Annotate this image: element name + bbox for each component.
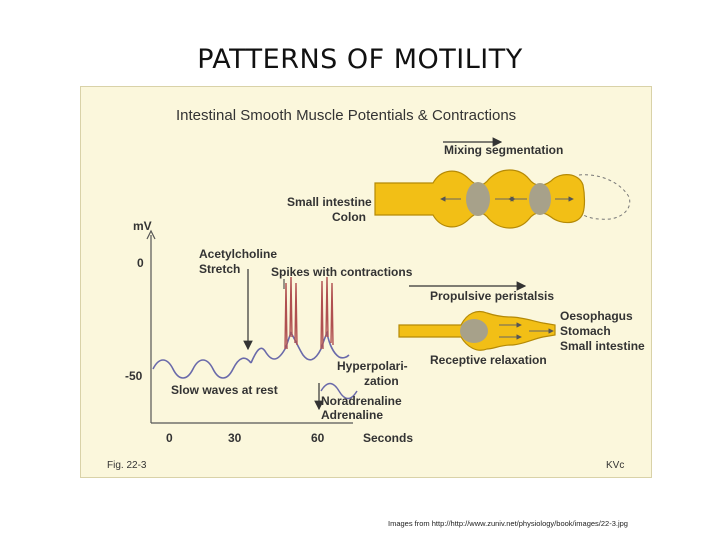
stretch-label: Stretch bbox=[199, 262, 241, 276]
bolus-shape bbox=[466, 182, 490, 216]
bolus-shape bbox=[460, 319, 488, 343]
small-intestine-organ-label: Small intestine bbox=[560, 339, 645, 353]
y-axis-unit: mV bbox=[133, 219, 152, 233]
stomach-label: Stomach bbox=[560, 324, 611, 338]
x-tick-30: 30 bbox=[228, 431, 242, 445]
action-potential-spikes bbox=[285, 277, 333, 349]
acetylcholine-label: Acetylcholine bbox=[199, 247, 278, 261]
x-tick-60: 60 bbox=[311, 431, 325, 445]
colon-label: Colon bbox=[332, 210, 366, 224]
adrenaline-label: Adrenaline bbox=[321, 408, 384, 422]
mixing-segmentation-label: Mixing segmentation bbox=[444, 143, 564, 157]
slow-waves-label: Slow waves at rest bbox=[171, 383, 278, 397]
spiking-wave-trace bbox=[251, 333, 349, 363]
figure-title: Intestinal Smooth Muscle Potentials & Contractions bbox=[176, 107, 517, 124]
spikes-label: Spikes with contractions bbox=[271, 265, 413, 279]
small-intestine-label: Small intestine bbox=[287, 195, 372, 209]
motility-figure bbox=[80, 86, 652, 478]
figure-number-label: Fig. 22-3 bbox=[107, 460, 147, 471]
noradrenaline-label: Noradrenaline bbox=[321, 394, 402, 408]
image-credit: Images from http://http://www.zuniv.net/physiology/book/images/22-3.jpg bbox=[388, 519, 628, 528]
slide-title: PATTERNS OF MOTILITY bbox=[197, 44, 523, 75]
oesophagus-label: Oesophagus bbox=[560, 309, 633, 323]
author-mark: KVc bbox=[606, 460, 625, 471]
y-tick-0: 0 bbox=[137, 256, 144, 270]
y-tick-minus-50: -50 bbox=[125, 369, 143, 383]
slow-wave-trace bbox=[153, 358, 251, 378]
x-tick-0: 0 bbox=[166, 431, 173, 445]
hyperpolarization-label-1: Hyperpolari- bbox=[337, 359, 408, 373]
propulsive-peristalsis-label: Propulsive peristalsis bbox=[430, 289, 555, 303]
membrane-potential-graph bbox=[125, 219, 413, 445]
mixing-segmentation-panel bbox=[287, 142, 630, 228]
peristalsis-panel bbox=[399, 286, 645, 367]
hyperpolarization-label-2: zation bbox=[364, 374, 399, 388]
bolus-shape bbox=[529, 183, 551, 215]
x-axis-unit: Seconds bbox=[363, 431, 414, 445]
receptive-relaxation-label: Receptive relaxation bbox=[430, 353, 547, 367]
